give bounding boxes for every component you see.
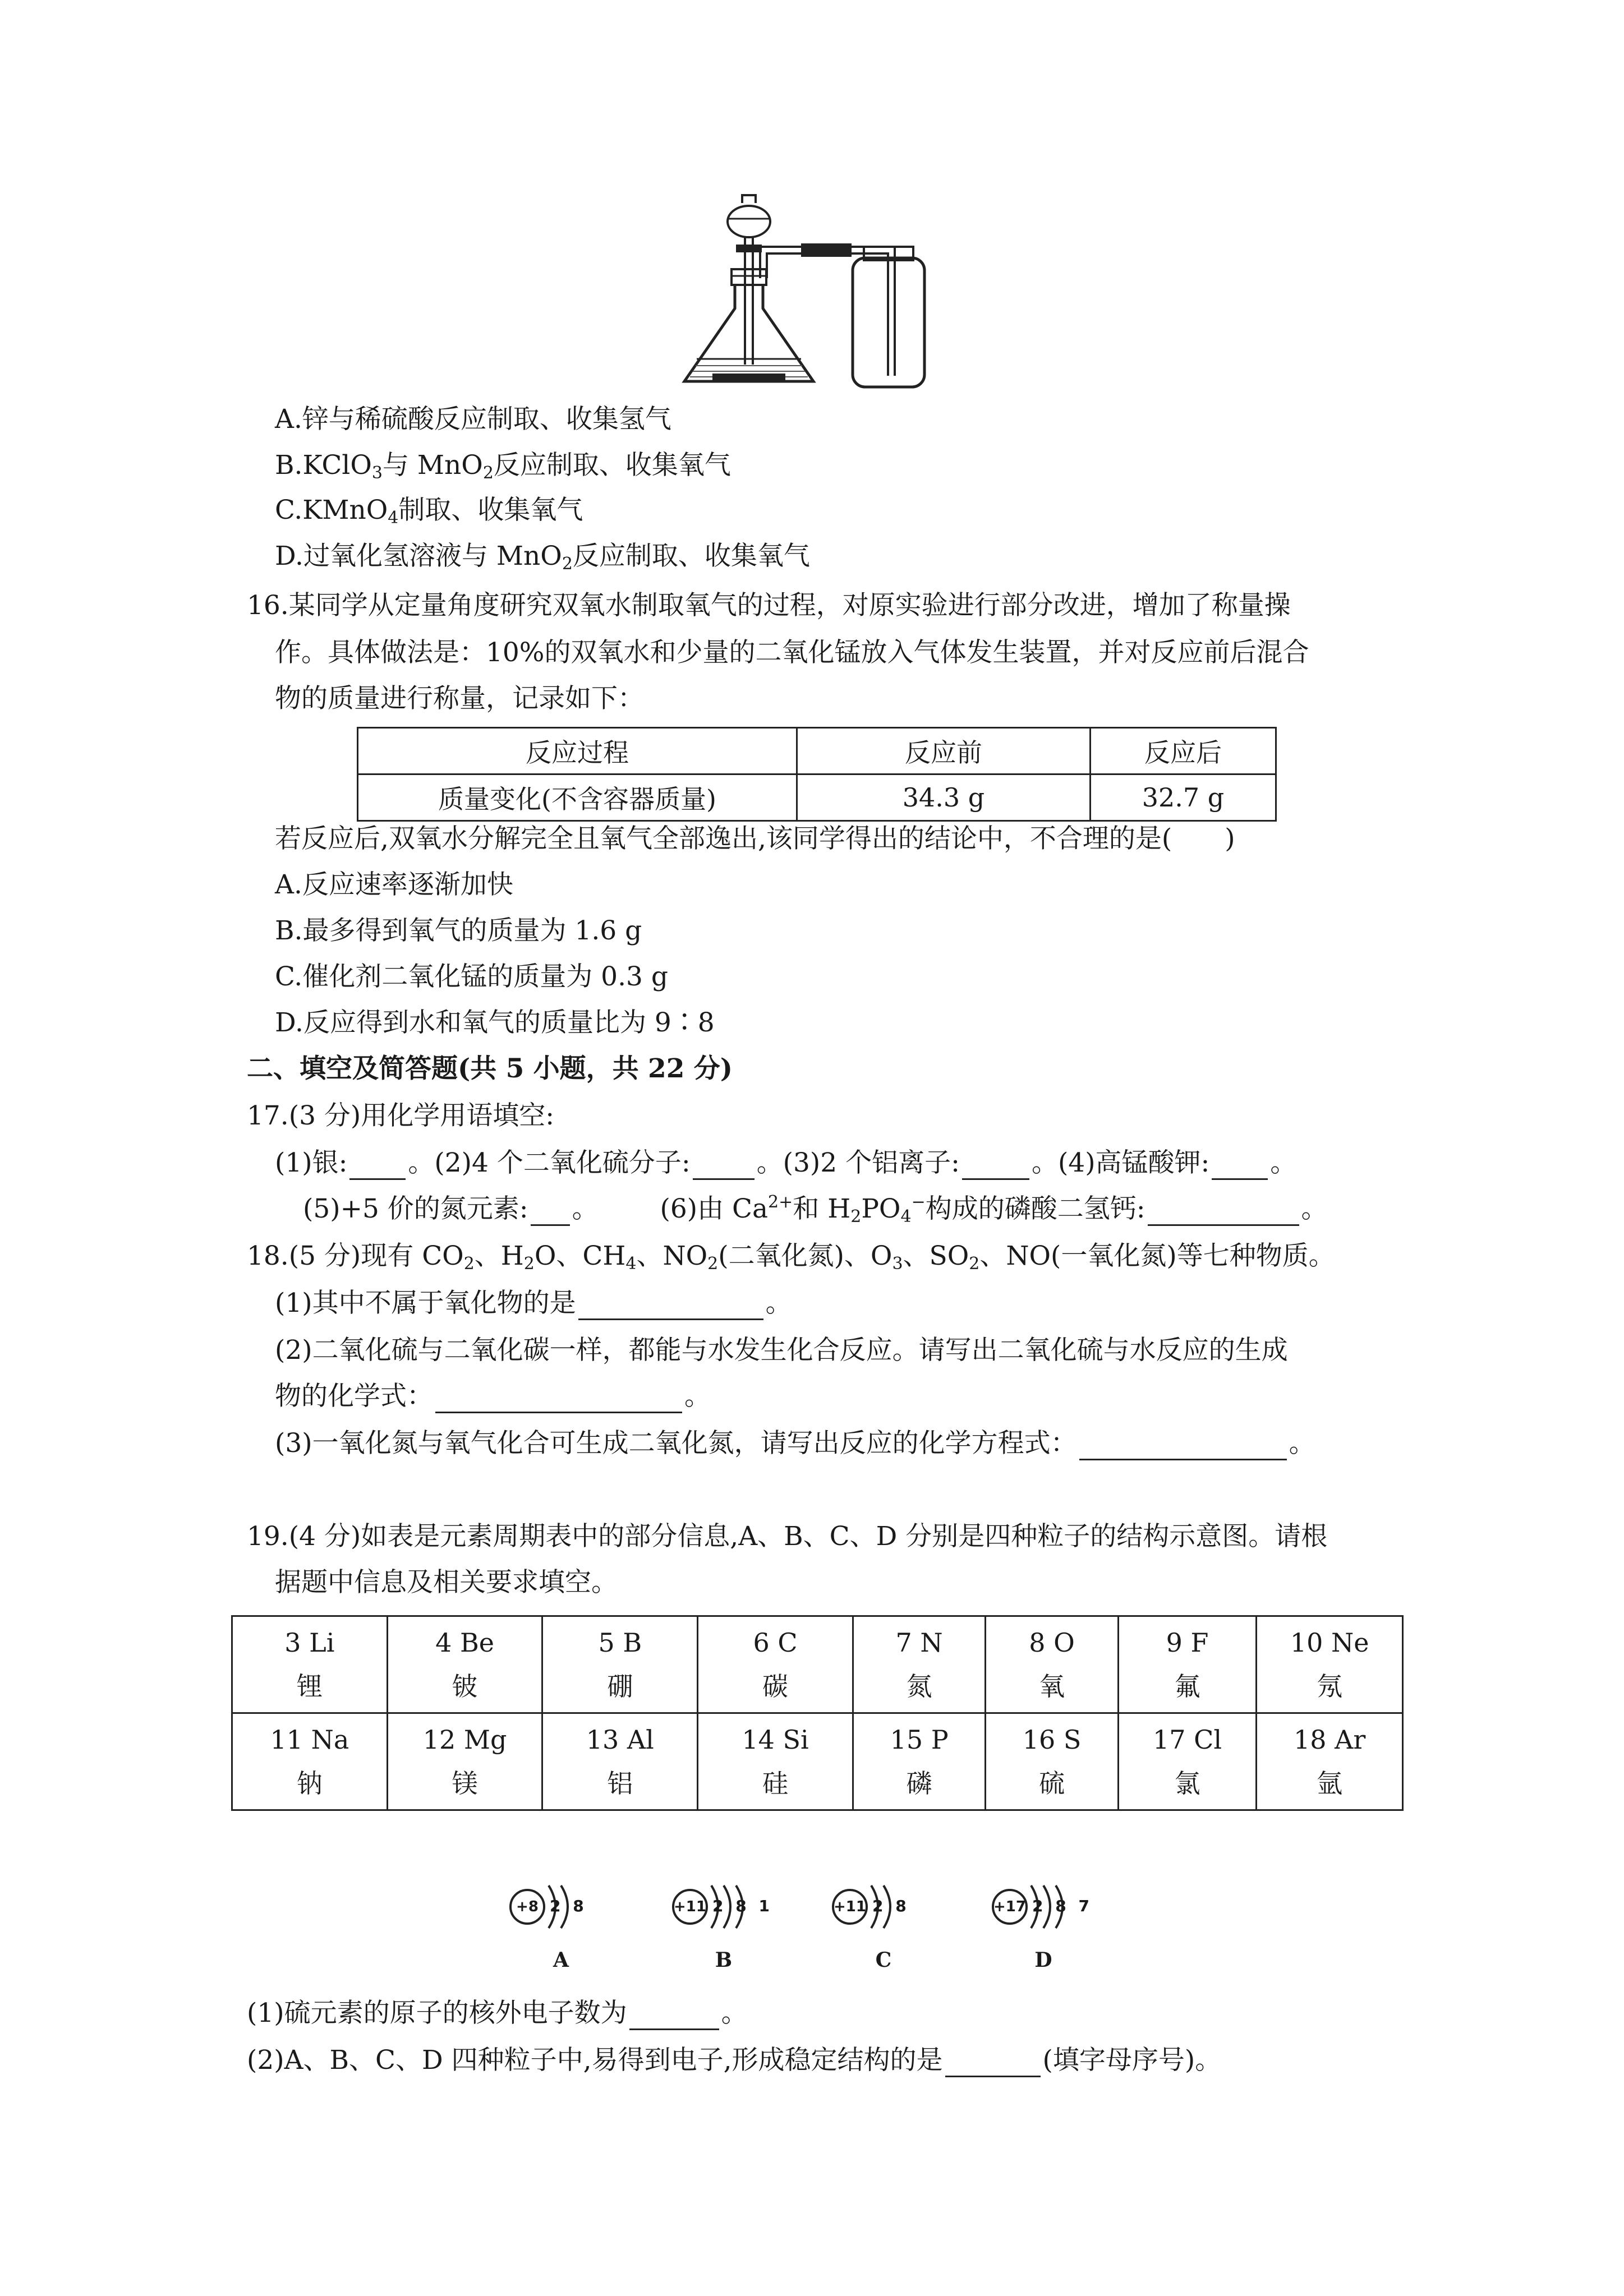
element-cell [698, 1616, 853, 1713]
periodic-table [231, 1615, 1404, 1811]
element-cell [853, 1713, 985, 1810]
element-cell [1257, 1713, 1403, 1810]
element-number-symbol: 14 Si [742, 1725, 809, 1755]
diagram-label: A [553, 1948, 569, 1972]
electron-shells: 2 8 [550, 1897, 587, 1915]
diagram-label: C [875, 1948, 892, 1972]
element-cell [698, 1713, 853, 1810]
element-cell [1257, 1616, 1403, 1713]
element-number-symbol: 11 Na [270, 1725, 349, 1755]
element-number-symbol: 16 S [1022, 1725, 1082, 1755]
element-number-symbol: 9 F [1166, 1628, 1209, 1658]
element-name: 硼 [607, 1671, 633, 1702]
element-name: 氧 [1039, 1671, 1065, 1702]
q18-part3: (3)一氧化氮与氧气化合可生成二氧化氮，请写出反应的化学方程式： 。 [275, 1427, 1315, 1460]
q17-line1: (1)银: 。(2)4 个二氧化硫分子: 。(3)2 个铝离子: 。(4)高锰酸钾: 。 [275, 1146, 1296, 1180]
option-16c: C.催化剂二氧化锰的质量为 0.3 g [275, 961, 668, 992]
q18-part2b: 物的化学式： 。 [275, 1380, 711, 1413]
element-number-symbol: 13 Al [586, 1725, 654, 1755]
element-number-symbol: 7 N [895, 1628, 943, 1658]
element-name: 硅 [762, 1768, 789, 1799]
element-name: 锂 [296, 1671, 323, 1702]
element-number-symbol: 5 B [598, 1628, 642, 1658]
element-name: 铍 [452, 1671, 478, 1702]
q16-line1: 16.某同学从定量角度研究双氧水制取氧气的过程，对原实验进行部分改进，增加了称量操 [247, 590, 1291, 621]
element-cell [542, 1616, 698, 1713]
nuclear-charge: +17 [993, 1898, 1026, 1915]
element-number-symbol: 6 C [753, 1628, 798, 1658]
option-16b: B.最多得到氧气的质量为 1.6 g [275, 915, 642, 946]
option-15c: C.KMnO$_4$制取、收集氧气 [275, 495, 583, 528]
option-15a: A.锌与稀硫酸反应制取、收集氢气 [275, 404, 671, 435]
element-name: 钠 [296, 1768, 323, 1799]
element-name: 铝 [607, 1768, 633, 1799]
option-16a: A.反应速率逐渐加快 [275, 869, 513, 900]
structure-diagram [505, 1873, 640, 1985]
electron-shells: 2 8 7 [1032, 1897, 1093, 1915]
element-number-symbol: 4 Be [435, 1628, 495, 1658]
element-cell [1118, 1616, 1257, 1713]
element-number-symbol: 15 P [890, 1725, 949, 1755]
electron-shells: 2 8 [872, 1897, 910, 1915]
element-number-symbol: 12 Mg [422, 1725, 507, 1755]
mass-table-row-label: 质量变化(不含容器质量) [358, 774, 797, 821]
q19-line1: 19.(4 分)如表是元素周期表中的部分信息,A、B、C、D 分别是四种粒子的结构示意图。请根 [247, 1521, 1328, 1552]
q16-line2: 作。具体做法是：10%的双氧水和少量的二氧化锰放入气体发生装置，并对反应前后混合 [275, 637, 1309, 668]
element-cell [542, 1713, 698, 1810]
electron-shells: 2 8 1 [712, 1897, 773, 1915]
section-heading: 二、填空及简答题(共 5 小题，共 22 分) [247, 1053, 733, 1084]
element-name: 硫 [1039, 1768, 1065, 1799]
element-cell [853, 1616, 985, 1713]
element-number-symbol: 17 Cl [1153, 1725, 1222, 1755]
element-name: 氩 [1317, 1768, 1343, 1799]
diagram-label: D [1034, 1948, 1052, 1972]
mass-table-header-before: 反应前 [797, 728, 1091, 774]
mass-table-before-value: 34.3 g [797, 774, 1091, 821]
mass-table-after-value: 32.7 g [1091, 774, 1276, 821]
element-number-symbol: 3 Li [284, 1628, 335, 1658]
structure-diagram [668, 1873, 802, 1985]
option-16d: D.反应得到水和氧气的质量比为 9∶8 [275, 1007, 715, 1038]
element-name: 碳 [762, 1671, 789, 1702]
nuclear-charge: +11 [674, 1898, 706, 1915]
q16-line3: 物的质量进行称量，记录如下： [275, 683, 644, 714]
element-cell [387, 1616, 542, 1713]
mass-table-header-after: 反应后 [1091, 728, 1276, 774]
q18-heading: 18.(5 分)现有 $CO_2$、$H_2O$、$CH_4$、$NO_2$(二氧化氮)、$O_3$、$SO_2$、NO(一氧化氮)等七种物质。 [247, 1241, 1335, 1274]
element-number-symbol: 18 Ar [1293, 1725, 1366, 1755]
q19-line2: 据题中信息及相关要求填空。 [275, 1567, 618, 1598]
q18-part1: (1)其中不属于氧化物的是 。 [275, 1287, 792, 1320]
q17-heading: 17.(3 分)用化学用语填空: [247, 1100, 555, 1131]
element-name: 镁 [452, 1768, 478, 1799]
element-name: 氖 [1317, 1671, 1343, 1702]
option-15d: D.过氧化氢溶液与 MnO$_2$反应制取、收集氧气 [275, 541, 810, 574]
structure-diagrams [505, 1873, 1178, 1985]
element-cell [986, 1616, 1118, 1713]
element-name: 氟 [1174, 1671, 1200, 1702]
option-15b: B.KClO$_3$与 MnO$_2$反应制取、收集氧气 [275, 450, 731, 483]
element-cell [1118, 1713, 1257, 1810]
q19-part1: (1)硫元素的原子的核外电子数为 。 [247, 1997, 748, 2030]
element-cell [232, 1616, 388, 1713]
structure-diagram [827, 1873, 962, 1985]
element-cell [986, 1713, 1118, 1810]
mass-table-header-process: 反应过程 [358, 728, 797, 774]
q19-part2: (2)A、B、C、D 四种粒子中,易得到电子,形成稳定结构的是 (填字母序号)。 [247, 2044, 1221, 2077]
element-number-symbol: 10 Ne [1290, 1628, 1369, 1658]
nuclear-charge: +11 [834, 1898, 866, 1915]
q16-stem: 若反应后,双氧水分解完全且氧气全部逸出,该同学得出的结论中，不合理的是( ) [275, 823, 1235, 854]
element-number-symbol: 8 O [1029, 1628, 1075, 1658]
element-cell [232, 1713, 388, 1810]
element-name: 氮 [906, 1671, 932, 1702]
diagram-label: B [715, 1948, 733, 1972]
element-cell [387, 1713, 542, 1810]
element-name: 磷 [906, 1768, 932, 1799]
nuclear-charge: +8 [516, 1898, 539, 1915]
gas-apparatus-figure [673, 191, 942, 398]
q17-line2: (5)+5 价的氮元素: 。 (6)由 $Ca^{2+}$和 $H_2PO_4^-$构成的磷酸二氢钙: 。 [303, 1192, 1328, 1227]
structure-diagram [987, 1873, 1122, 1985]
element-name: 氯 [1174, 1768, 1200, 1799]
mass-table [357, 727, 1277, 822]
q18-part2a: (2)二氧化硫与二氧化碳一样，都能与水发生化合反应。请写出二氧化硫与水反应的生成 [275, 1335, 1288, 1366]
